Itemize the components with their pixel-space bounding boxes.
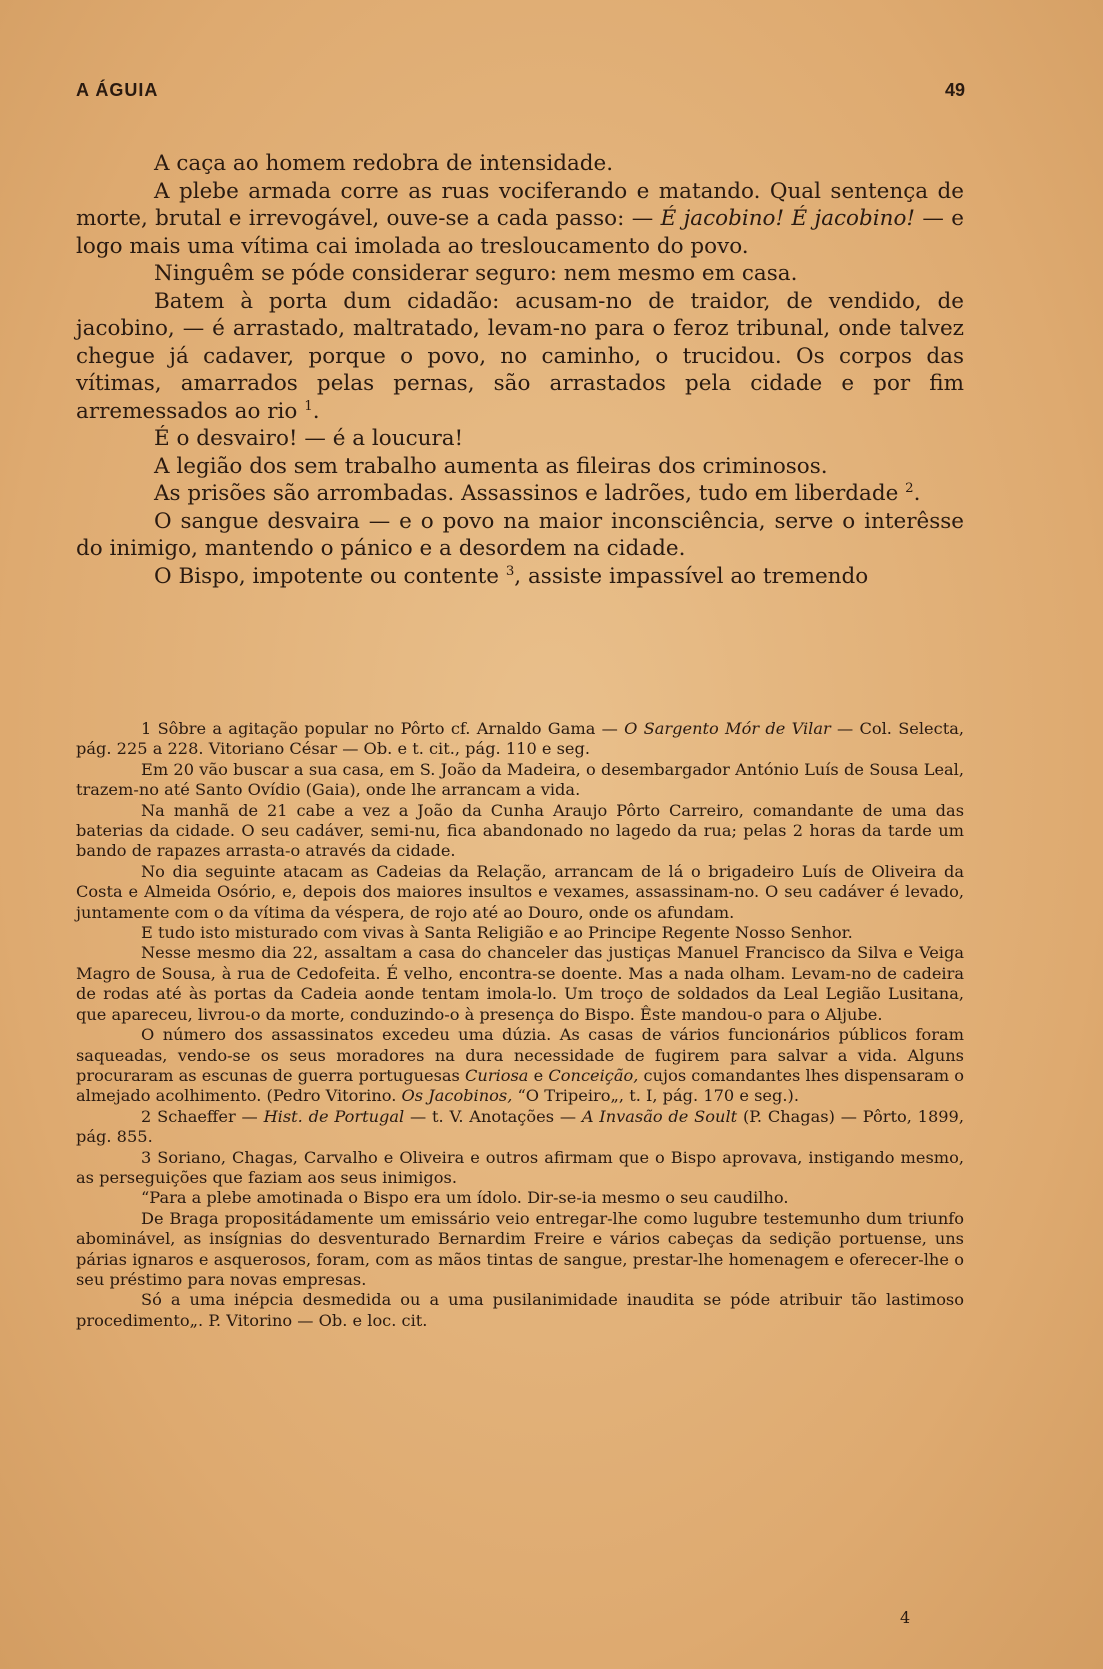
signature-mark: 4 bbox=[900, 1608, 911, 1627]
footnote-paragraph: Nesse mesmo dia 22, assaltam a casa do chanceler das justiças Manuel Francisco da Silva e Veiga Magro de Sousa, à rua de Cedofeita. É velho, encontra-se doente. Mas a nada olham. Levam-no de cadeira de rodas até às portas da Cadeia aonde tentam imola-lo. Um troço de soldados da Leal Legião Lusitana, que apareceu, livrou-o da morte, conduzindo-o à presença do Bispo. Êste mandou-o para o Aljube. bbox=[76, 943, 964, 1024]
footnote-3: 3 Soriano, Chagas, Carvalho e Oliveira e outros afirmam que o Bispo aprovava, instigando mesmo, as perseguições que faziam aos seus inimigos. bbox=[76, 1147, 964, 1187]
paragraph: Ninguêm se póde considerar seguro: nem mesmo em casa. bbox=[154, 261, 798, 286]
paragraph: O Bispo, impotente ou contente $^3$, assiste impassível ao tremendo bbox=[154, 563, 869, 589]
footnote-ref[interactable]: 1 bbox=[304, 398, 313, 414]
main-text bbox=[76, 150, 964, 590]
footnote-paragraph: O número dos assassinatos excedeu uma dúzia. As casas de vários funcionários públicos foram saqueadas, vendo-se os seus moradores na dura necessidade de fugirem para salvar a vida. Alguns procuraram as escunas de guerra portuguesas Curiosa e Conceição, cujos comandantes lhes dispensaram o almejado acolhimento. (Pedro Vitorino. Os Jacobinos, “O Tripeiro„, t. I, pág. 170 e seg.). bbox=[76, 1025, 964, 1106]
paragraph: É o desvairo! — é a loucura! bbox=[154, 426, 464, 451]
footnote-paragraph: E tudo isto misturado com vivas à Santa Religião e ao Principe Regente Nosso Senhor. bbox=[141, 923, 853, 943]
emphasis: É jacobino! É jacobino! bbox=[660, 206, 916, 231]
paragraph: Batem à porta dum cidadão: acusam-no de traidor, de vendido, de jacobino, — é arrastado, maltratado, levam-no para o feroz tribunal, onde talvez chegue já cadaver, porque o povo, no caminho, o trucidou. Os corpos das vítimas, amarrados pelas pernas, são arrastados pela cidade e por fim arremessados ao rio $^1$. bbox=[76, 288, 964, 424]
journal-title: A ÁGUIA bbox=[76, 80, 159, 100]
footnote-1: 1 Sôbre a agitação popular no Pôrto cf. Arnaldo Gama — O Sargento Mór de Vilar — Col. Selecta, pág. 225 a 228. Vitoriano César — Ob. e t. cit., pág. 110 e seg. bbox=[76, 719, 964, 759]
footnote-ref[interactable]: 2 bbox=[905, 480, 914, 496]
footnotes bbox=[76, 719, 964, 1331]
footnote-paragraph: Só a uma inépcia desmedida ou a uma pusilanimidade inaudita se póde atribuir tão lastimoso procedimento„. P. Vitorino — Ob. e loc. cit. bbox=[76, 1290, 964, 1330]
paragraph: A plebe armada corre as ruas vociferando e matando. Qual sentença de morte, brutal e irrevogável, ouve-se a cada passo: — É jacobino! É jacobino! — e logo mais uma vítima cai imolada ao tresloucamento do povo. bbox=[76, 178, 964, 259]
footnote-paragraph: Na manhã de 21 cabe a vez a João da Cunha Araujo Pôrto Carreiro, comandante de uma das baterias da cidade. O seu cadáver, semi-nu, fica abandonado no lagedo da rua; pelas 2 horas da tarde um bando de rapazes arrasta-o através da cidade. bbox=[76, 800, 964, 861]
running-header bbox=[0, 76, 1103, 106]
footnote-mark: 1 bbox=[141, 719, 152, 738]
footnote-ref[interactable]: 3 bbox=[505, 563, 515, 579]
footnote-2: 2 Schaeffer — Hist. de Portugal — t. V. Anotações — A Invasão de Soult (P. Chagas) — Pôrto, 1899, pág. 855. bbox=[76, 1106, 964, 1147]
footnote-paragraph: Em 20 vão buscar a sua casa, em S. João da Madeira, o desembargador António Luís de Sousa Leal, trazem-no até Santo Ovídio (Gaia), onde lhe arrancam a vida. bbox=[76, 759, 964, 800]
footnote-mark: 2 bbox=[141, 1106, 152, 1126]
page-number: 49 bbox=[944, 80, 965, 100]
paragraph: A legião dos sem trabalho aumenta as fileiras dos criminosos. bbox=[154, 453, 828, 479]
footnote-paragraph: No dia seguinte atacam as Cadeias da Relação, arrancam de lá o brigadeiro Luís de Oliveira da Costa e Almeida Osório, e, depois dos maiores insultos e vexames, assassinam-no. O seu cadáver é levado, juntamente com o da vítima da véspera, de rojo até ao Douro, onde os afundam. bbox=[76, 861, 964, 922]
footnote-mark: 3 bbox=[141, 1147, 152, 1167]
paragraph: O sangue desvaira — e o povo na maior inconsciência, serve o interêsse do inimigo, mantendo o pánico e a desordem na cidade. bbox=[76, 508, 964, 561]
paragraph: A caça ao homem redobra de intensidade. bbox=[154, 151, 614, 176]
footnote-paragraph: De Braga propositádamente um emissário veio entregar-lhe como lugubre testemunho dum triunfo abominável, as insígnias do desventurado Bernardim Freire e vários cabeças da sedição portuense, uns párias ignaros e asquerosos, foram, com as mãos tintas de sangue, prestar-lhe homenagem e oferecer-lhe o seu préstimo para novas empresas. bbox=[76, 1208, 964, 1289]
paragraph: As prisões são arrombadas. Assassinos e ladrões, tudo em liberdade $^2$. bbox=[154, 480, 921, 506]
footnote-paragraph: “Para a plebe amotinada o Bispo era um ídolo. Dir-se-ia mesmo o seu caudilho. bbox=[141, 1188, 789, 1208]
